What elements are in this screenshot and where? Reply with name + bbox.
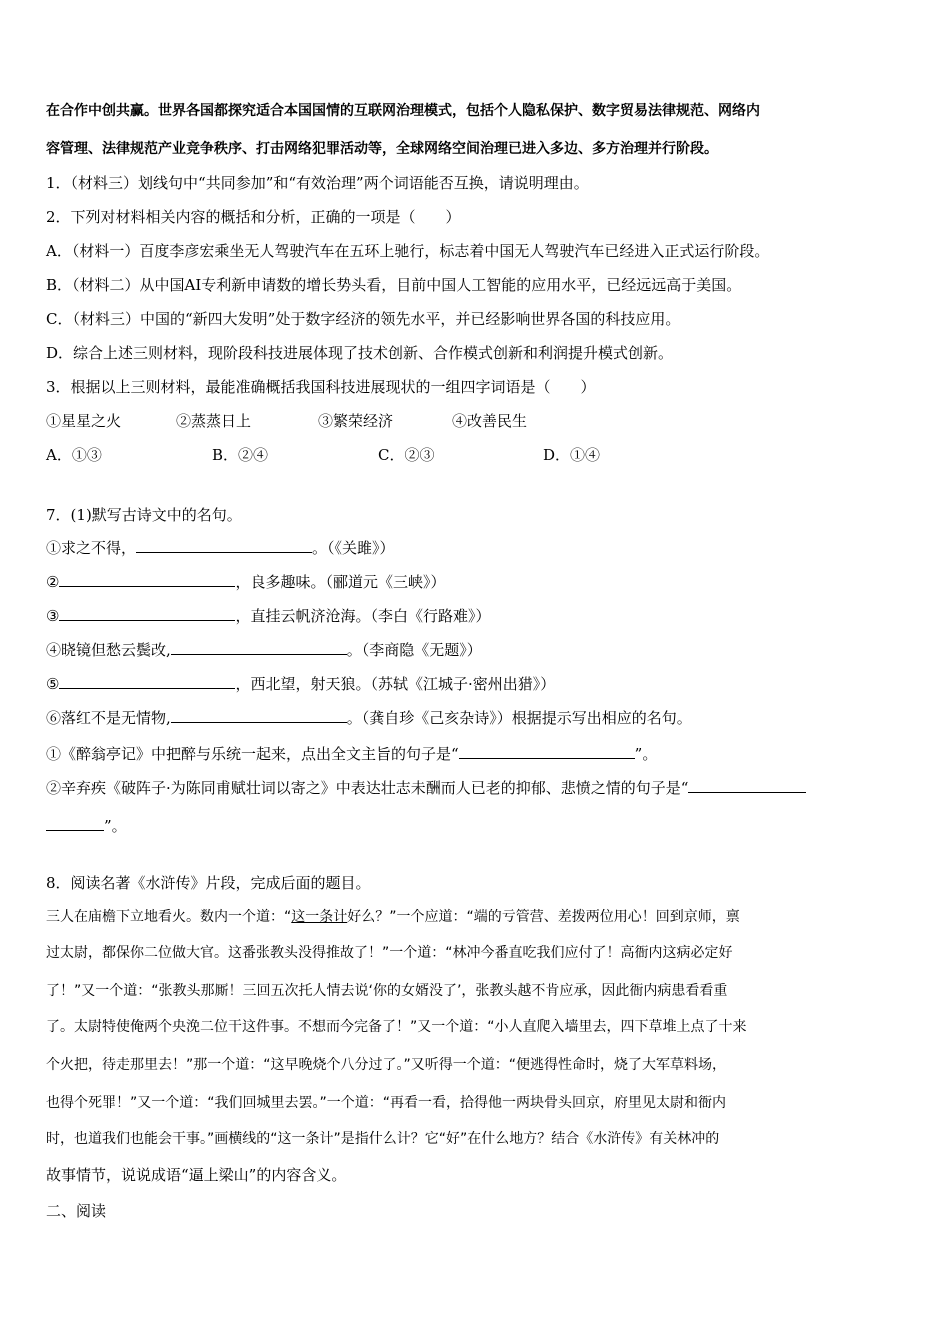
option-a: A．（材料一）百度李彦宏乘坐无人驾驶汽车在五环上驰行，标志着中国无人驾驶汽车已经进入正式运行阶段。 [46, 242, 770, 260]
answer-blank[interactable] [171, 706, 347, 723]
recite-item [46, 706, 692, 729]
question-8-heading: 8．阅读名著《水浒传》片段，完成后面的题目。 [46, 874, 371, 892]
q3-option-a: A．①③ [46, 446, 102, 464]
recite-prompt: ④晓镜但愁云鬓改, [46, 641, 171, 659]
answer-blank[interactable] [59, 672, 235, 689]
q3-option-d: D．①④ [543, 446, 601, 464]
excerpt-line: 个火把，待走那里去！”那一个道：“这早晚烧个八分过了。”又听得一个道：“便逃得性命时，烧了大军草料场， [46, 1057, 727, 1073]
recite-prompt: ①《醉翁亭记》中把醉与乐统一起来，点出全文主旨的句子是“ [46, 745, 459, 763]
section-heading: 二、阅读 [46, 1202, 107, 1220]
answer-blank[interactable] [46, 814, 104, 831]
answer-blank[interactable] [459, 742, 635, 759]
recite-source: ，西北望，射天狼。（苏轼《江城子·密州出猎》） [235, 675, 556, 693]
excerpt-line: 过太尉，都保你二位做大官。这番张教头没得推故了！”一个道：“林冲今番直吃我们应付了！高衙内这病必定好 [46, 945, 733, 961]
recite-prompt: ② [46, 573, 60, 591]
excerpt-text: 三人在庙檐下立地看火。数内一个道：“ [46, 909, 292, 925]
recite-item [46, 536, 395, 559]
answer-blank[interactable] [59, 570, 235, 587]
recite-item [46, 570, 445, 593]
recite-source: ，直挂云帆济沧海。（李白《行路难》） [235, 607, 491, 625]
question-3: 3．根据以上三则材料，最能准确概括我国科技进展现状的一组四字词语是（ ） [46, 378, 596, 396]
excerpt-line: 了！”又一个道：“张教头那厮！三回五次托人情去说‘你的女婿没了’，张教头越不肯应承，因此衙内病患看看重 [46, 983, 728, 999]
question-2: 2．下列对材料相关内容的概括和分析，正确的一项是（ ） [46, 208, 461, 226]
excerpt-line: 了。太尉特使俺两个央浼二位干这件事。不想而今完备了！”又一个道：“小人直爬入墙里去，四下草堆上点了十来 [46, 1019, 747, 1035]
recite-source: ”。 [634, 745, 658, 763]
q3-item: ③繁荣经济 [318, 412, 394, 430]
question-1: 1．（材料三）划线句中“共同参加”和“有效治理”两个词语能否互换，请说明理由。 [46, 174, 589, 192]
recite-item [46, 638, 482, 661]
q3-item: ④改善民生 [452, 412, 528, 430]
option-d: D．综合上述三则材料，现阶段科技进展体现了技术创新、合作模式创新和利润提升模式创新。 [46, 344, 674, 362]
option-b: B．（材料二）从中国AI专利新申请数的增长势头看，目前中国人工智能的应用水平，已经远远高于美国。 [46, 276, 742, 294]
option-c: C．（材料三）中国的“新四大发明”处于数字经济的领先水平，并已经影响世界各国的科技应用。 [46, 310, 681, 328]
q3-item: ②蒸蒸日上 [176, 412, 252, 430]
excerpt-line [46, 906, 740, 928]
passage-line: 在合作中创共赢。世界各国都探究适合本国国情的互联网治理模式，包括个人隐私保护、数字贸易法律规范、网络内 [46, 103, 760, 119]
passage-line: 容管理、法律规范产业竞争秩序、打击网络犯罪活动等，全球网络空间治理已进入多边、多方治理并行阶段。 [46, 141, 718, 157]
excerpt-line: 时，也道我们也能会干事。”画横线的“这一条计”是指什么计？它“好”在什么地方？结合《水浒传》有关林冲的 [46, 1131, 720, 1147]
recite-prompt: ⑤ [46, 675, 60, 693]
recite-item [46, 672, 555, 695]
recite-item [46, 742, 657, 765]
q3-option-c: C．②③ [378, 446, 435, 464]
question-7-heading: 7．(1)默写古诗文中的名句。 [46, 506, 242, 524]
recite-item-continued [46, 814, 127, 837]
recite-source: ”。 [104, 817, 127, 835]
recite-source: 。（《关雎》） [312, 539, 395, 557]
recite-source: ，良多趣味。（郦道元《三峡》） [235, 573, 446, 591]
underlined-phrase: 这一条计 [291, 909, 348, 925]
excerpt-line: 故事情节，说说成语“逼上梁山”的内容含义。 [46, 1166, 347, 1184]
excerpt-line: 也得个死罪！”又一个道：“我们回城里去罢。”一个道：“再看一看，拾得他一两块骨头回京，府里见太尉和衙内 [46, 1095, 727, 1111]
recite-prompt: ②辛弃疾《破阵子·为陈同甫赋壮词以寄之》中表达壮志未酬而人已老的抑郁、悲愤之情的句子是“ [46, 779, 689, 797]
recite-source: 。（龚自珍《己亥杂诗》）根据提示写出相应的名句。 [346, 709, 692, 727]
recite-item [46, 604, 490, 627]
q3-item: ①星星之火 [46, 412, 122, 430]
answer-blank[interactable] [136, 536, 312, 553]
recite-prompt: ⑥落红不是无情物, [46, 709, 171, 727]
answer-blank[interactable] [171, 638, 347, 655]
recite-prompt: ①求之不得， [46, 539, 137, 557]
q3-option-b: B．②④ [212, 446, 269, 464]
answer-blank[interactable] [59, 604, 235, 621]
recite-prompt: ③ [46, 607, 60, 625]
answer-blank[interactable] [688, 776, 806, 793]
recite-item [46, 776, 806, 799]
excerpt-text: 好么？”一个应道：“端的亏管营、差拨两位用心！回到京师，禀 [347, 909, 740, 925]
recite-source: 。（李商隐《无题》） [346, 641, 482, 659]
